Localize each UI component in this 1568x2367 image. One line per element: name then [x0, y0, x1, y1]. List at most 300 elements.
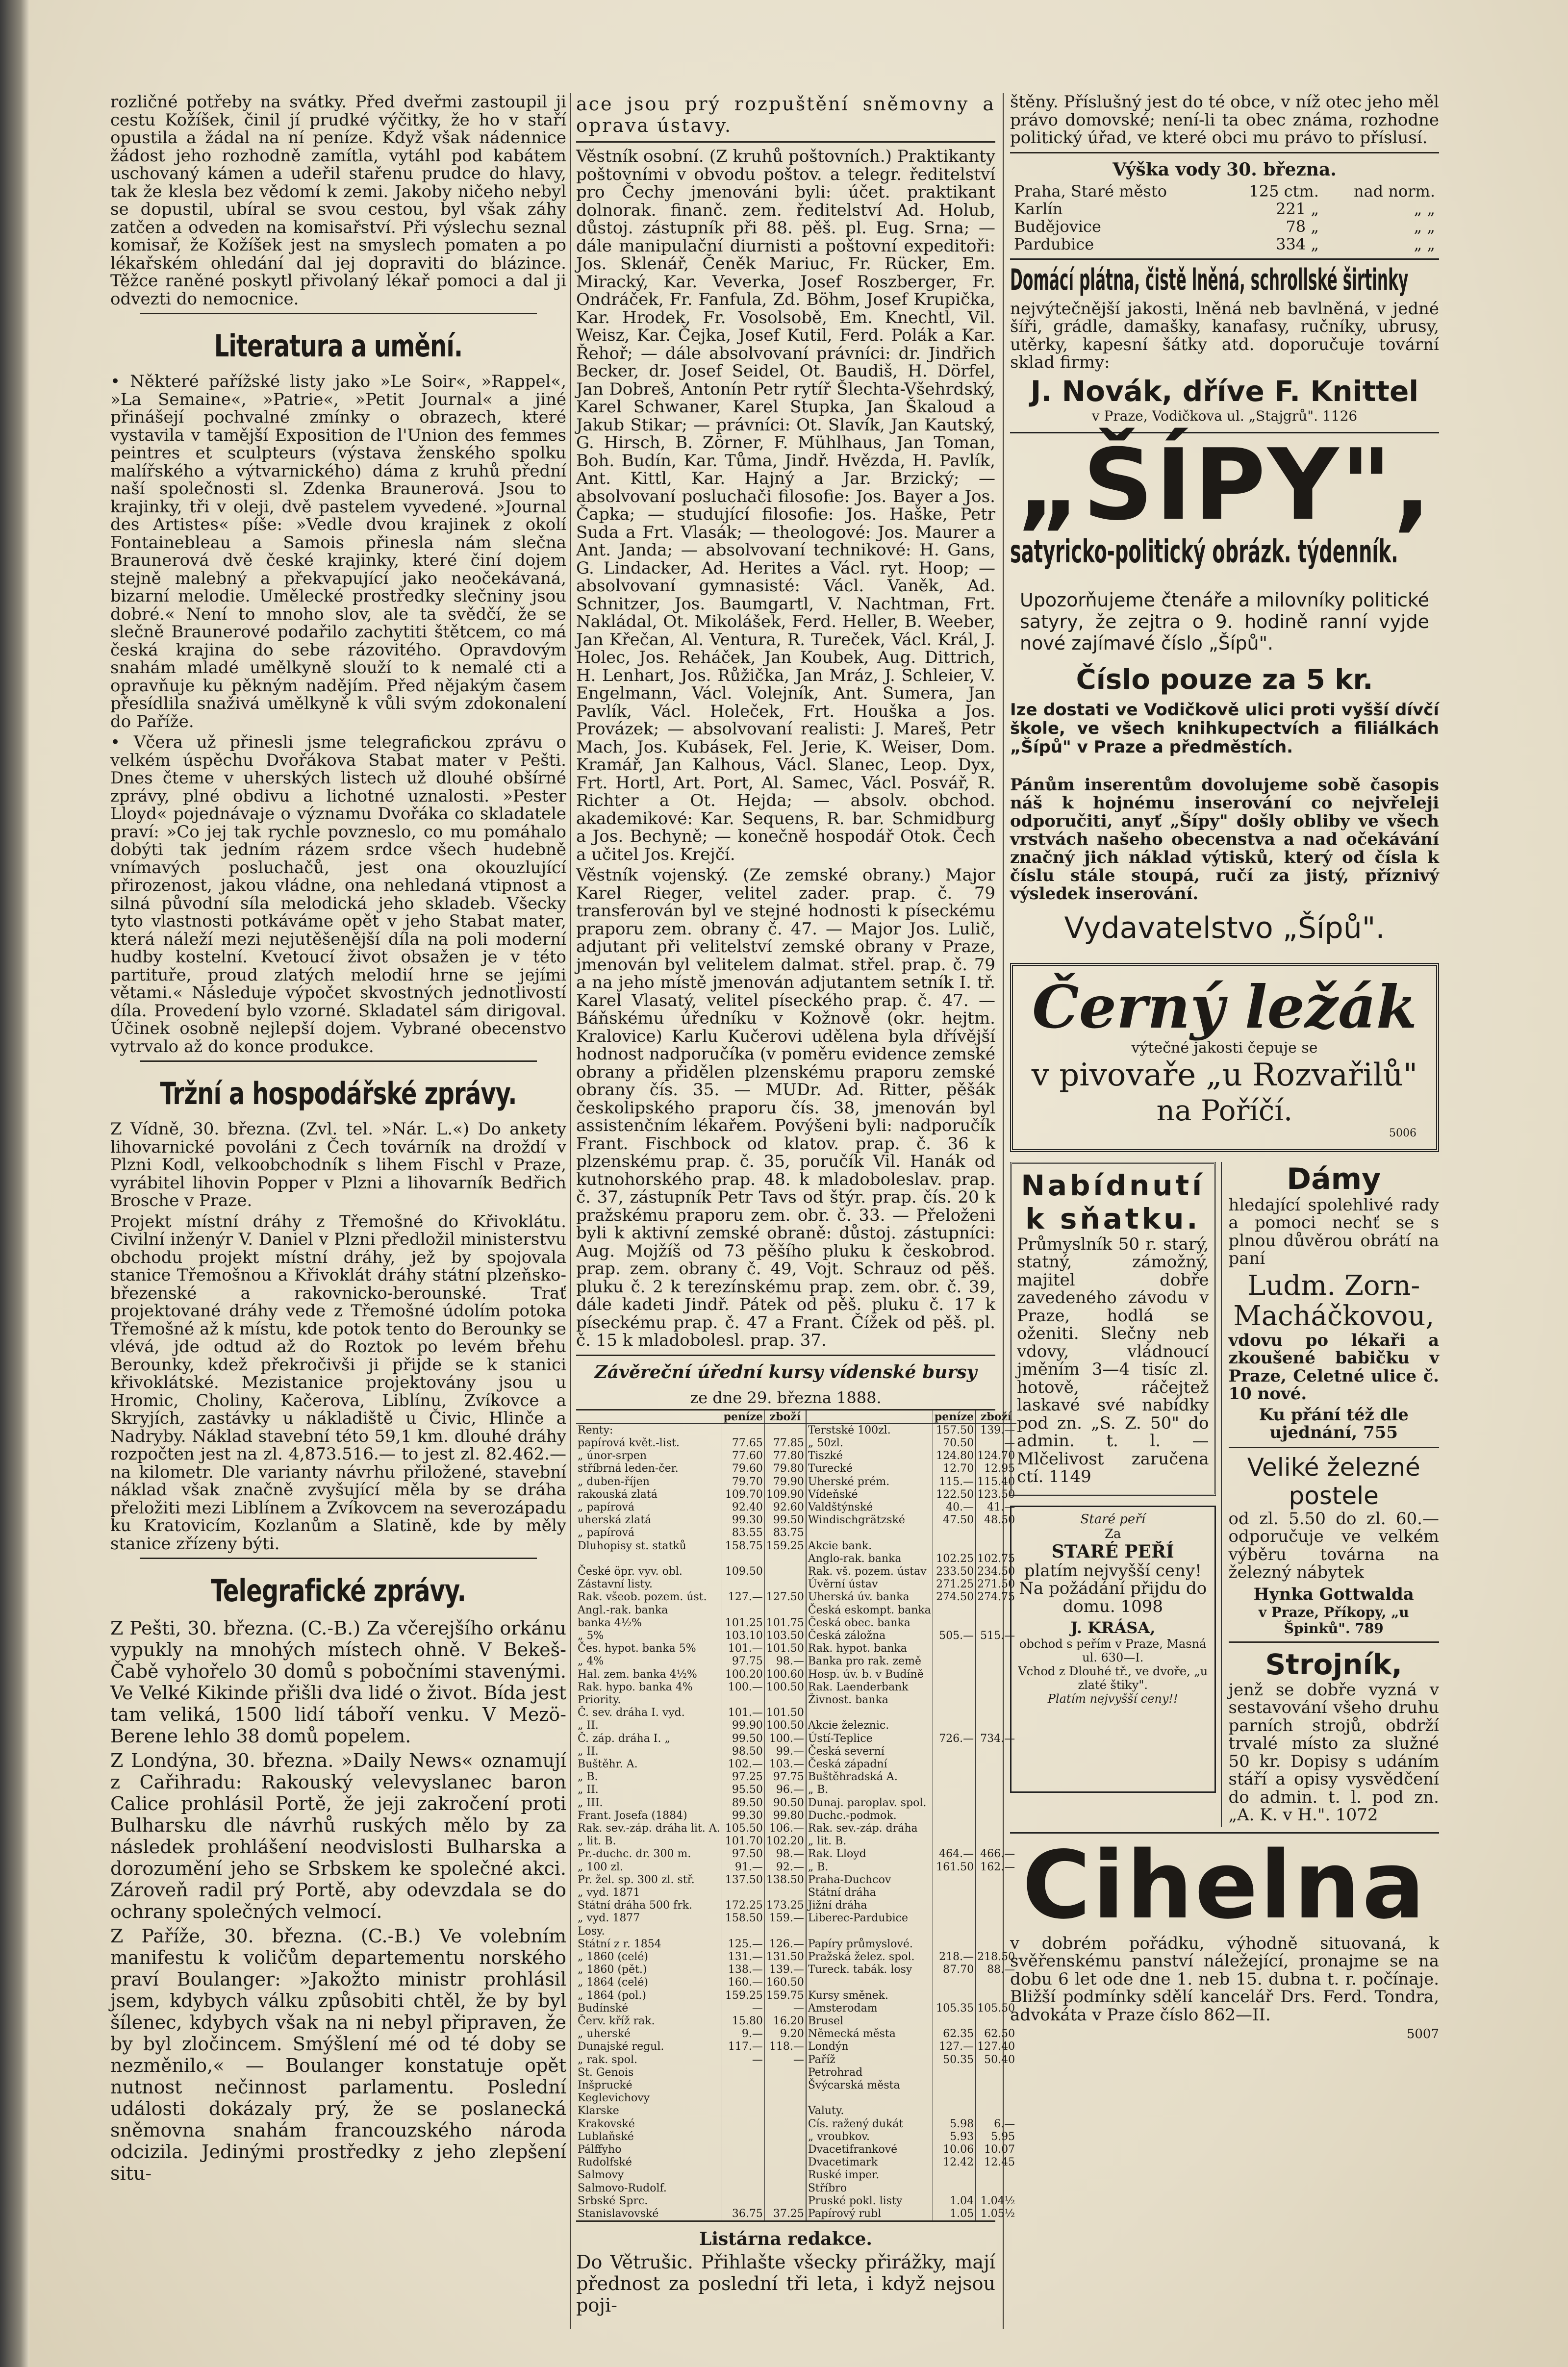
- column-left: [110, 93, 566, 2339]
- table-cell-label: Česká eskompt. banka: [806, 1604, 933, 1617]
- table-cell-value: [933, 1784, 975, 1796]
- water-level-row: [1011, 218, 1438, 235]
- table-row: [576, 1655, 1016, 1668]
- table-row: [576, 1476, 1016, 1488]
- table-cell-value: 127.—: [722, 1591, 764, 1604]
- table-cell-value: [933, 1899, 975, 1912]
- table-cell-value: [933, 1938, 975, 1951]
- table-row: [576, 1784, 1016, 1796]
- table-cell-value: 99.50: [722, 1733, 764, 1745]
- table-cell-label: Liberec-Pardubice: [806, 1912, 933, 1925]
- table-cell-label: „ lit. B.: [806, 1835, 933, 1848]
- table-cell-label: Krakovské: [578, 2117, 635, 2130]
- table-cell-label: „ B.: [806, 1784, 933, 1796]
- table-cell-label: rakouská zlatá: [578, 1488, 658, 1501]
- table-cell-value: [764, 2092, 806, 2105]
- table-cell-label: St. Genois: [578, 2066, 634, 2079]
- table-cell-value: 96.—: [764, 1784, 806, 1796]
- table-cell-value: 464.—: [933, 1848, 975, 1861]
- column-header: peníze: [933, 1410, 975, 1424]
- table-row: [576, 2105, 1016, 2117]
- table-cell-label: Rak. všeob. pozem. úst.: [578, 1591, 707, 1604]
- table-cell-label: Rak. Laenderbank: [806, 1681, 933, 1694]
- ad-sipy-body: Upozorňujeme čtenáře a milovníky politické satyry, že zejtra o 9. hodině ranní vyjde nové zajímavé číslo „Šípů".: [1020, 589, 1429, 654]
- table-cell-value: 117.—: [722, 2040, 764, 2053]
- table-cell-value: 9.20: [764, 2028, 806, 2040]
- table-cell-value: 91.—: [722, 1861, 764, 1874]
- table-cell-label: „ vyd. 1877: [578, 1912, 640, 1925]
- table-cell-value: 98.—: [764, 1848, 806, 1861]
- table-cell-value: 123.50: [976, 1488, 1016, 1501]
- table-cell-value: 103.50: [764, 1630, 806, 1642]
- water-level-row: [1011, 183, 1438, 200]
- table-cell-label: Stříbro: [806, 2182, 933, 2195]
- table-cell-value: 122.50: [933, 1488, 975, 1501]
- table-cell-value: 139.—: [976, 1424, 1016, 1437]
- table-row: [576, 1565, 1016, 1578]
- table-cell-value: [764, 1925, 806, 1938]
- table-cell-value: 99.30: [722, 1810, 764, 1822]
- table-cell-value: [722, 2105, 764, 2117]
- table-cell-label: „ 50zl.: [806, 1437, 933, 1450]
- table-cell-value: 100.20: [722, 1668, 764, 1681]
- ad-linen-body: nejvýtečnější jakosti, lněná neb bavlněná, v jedné šíři, grádle, damašky, kanafasy, ručníky, ubrusy, utěrky, kapesní šátky atd. doporučuje tovární sklad firmy:: [1010, 299, 1439, 372]
- column-middle: [576, 93, 1015, 2339]
- table-cell-value: [933, 1835, 975, 1848]
- table-cell-value: 105.50: [722, 1822, 764, 1835]
- table-cell-value: 274.75: [976, 1591, 1016, 1604]
- article-paragraph: • Některé pařížské listy jako »Le Soir«, »Rappel«, »La Semaine«, »Patrie«, »Petit Journal« a jiné přinášejí pochvalné zmínky o obrazech, které vystavila v tamější Exposition de l'Union des femmes peintres et sculpteurs (výstava ženského spolku malířského a výtvarnického) dáma z kruhů přední naší společnosti sl. Zdenka Braunerová. Jsou to krajinky, tři v oleji, dvě pastelem vyvedené. »Journal des Artistes« píše: »Vedle dvou krajinek z okolí Fontainebleau a Samois přinesla nám slečna Braunerová dvě české krajinky, které činí dojem stejně malebný a překvapující jako neočekávaná, bizarní melodie. Umělecké prostředky slečniny jsou dobré.« Není to mnoho slov, ale ta svědčí, že se slečně Braunerové podařilo zachytiti štětcem, co má česká krajina do sebe rázovitého. Opravdovým snahám mladé umělkyně slouží to k nemalé cti a opravňuje ku pěkným nadějím. Před nějakým časem přesídlila snaživá umělkyně k vůli svým zdokonalení do Paříže.: [110, 372, 566, 731]
- table-cell-value: 6.—: [976, 2118, 1016, 2131]
- table-cell-label: Pr. žel. sp. 300 zl. stř.: [578, 1873, 695, 1886]
- stamp-za: Za: [1104, 1526, 1121, 1541]
- table-cell-label: „ 1864 (celé): [578, 1976, 648, 1989]
- table-cell-value: 79.60: [722, 1462, 764, 1475]
- table-cell-value: 137.50: [722, 1874, 764, 1887]
- ad-row: [1010, 1162, 1439, 1827]
- table-cell-label: Valuty.: [806, 2105, 933, 2117]
- table-cell-value: 79.80: [764, 1462, 806, 1475]
- table-cell-label: „ lit. B.: [578, 1835, 616, 1848]
- table-cell-value: [764, 2169, 806, 2182]
- table-row: [576, 1835, 1016, 1848]
- table-cell-label: Rak. Lloyd: [806, 1848, 933, 1861]
- table-cell-value: 40.—: [933, 1501, 975, 1514]
- table-cell-value: 12.45: [976, 2156, 1016, 2169]
- table-cell-value: [722, 1887, 764, 1899]
- table-cell-value: [764, 2118, 806, 2131]
- table-cell-label: Č. záp. dráha I. „: [578, 1732, 670, 1745]
- table-cell-value: 97.75: [722, 1655, 764, 1668]
- table-cell-value: 158.50: [722, 1912, 764, 1925]
- table-cell-value: 5.95: [976, 2131, 1016, 2143]
- table-row: [576, 1630, 1016, 1642]
- table-cell-value: 234.50: [976, 1565, 1016, 1578]
- table-cell-value: 10.07: [976, 2143, 1016, 2156]
- table-cell-value: 109.90: [764, 1488, 806, 1501]
- table-cell-label: Rak. hypo. banka 4%: [578, 1681, 693, 1693]
- letters-paragraph: Do Větrušic. Přihlašte všecky přirážky, mají přednost za poslední tři leta, i když nejsou poji-: [576, 2251, 995, 2317]
- water-level-cell: „ „: [1414, 199, 1435, 218]
- table-cell-label: Hal. zem. banka 4½%: [578, 1668, 697, 1681]
- table-cell-value: [722, 2092, 764, 2105]
- table-cell-label: „ 100 zl.: [578, 1861, 623, 1873]
- table-cell-value: [933, 1887, 975, 1899]
- table-cell-value: 124.70: [976, 1450, 1016, 1462]
- table-cell-label: Papíry průmyslové.: [806, 1938, 933, 1951]
- table-cell-value: 62.35: [933, 2028, 975, 2040]
- table-cell-value: [933, 1912, 975, 1925]
- table-cell-label: Státní dráha: [806, 1887, 933, 1899]
- table-cell-label: [806, 2092, 933, 2105]
- table-cell-value: 77.65: [722, 1437, 764, 1450]
- table-row: [576, 1822, 1016, 1835]
- table-row: [576, 2182, 1016, 2195]
- table-cell-value: 105.35: [933, 2002, 975, 2015]
- table-cell-value: [722, 2079, 764, 2092]
- table-cell-value: 106.—: [764, 1822, 806, 1835]
- table-cell-value: [933, 1745, 975, 1758]
- table-cell-label: Vídeňské: [806, 1488, 933, 1501]
- table-cell-value: [722, 2169, 764, 2182]
- table-cell-label: Inšprucké: [578, 2079, 632, 2092]
- divider: [140, 1060, 537, 1062]
- table-cell-value: [722, 2066, 764, 2079]
- ad-marriage-body: Průmyslník 50 r. starý, statný, zámožný, majitel dobře zavedeného závodu v Praze, hodlá se oženiti. Slečny neb vdovy, vládnoucí jměním 3—4 tisíc zl. hotově, ráčejtež laskavé své nabídky pod zn. „S. Z. 50" do admin. t. l. — Mlčelivost zaručena ctí. 1149: [1017, 1234, 1209, 1486]
- ad-marriage-heading: Nabídnutí k sňatku.: [1021, 1168, 1205, 1235]
- ad-beds-firm: Hynka Gottwalda: [1253, 1584, 1414, 1604]
- table-cell-value: [764, 2182, 806, 2195]
- table-cell-label: Losy.: [578, 1925, 605, 1938]
- table-cell-value: —: [722, 2054, 764, 2066]
- table-cell-label: České öpr. vyv. obl.: [578, 1565, 683, 1578]
- table-cell-value: 50.40: [976, 2054, 1016, 2066]
- table-cell-value: [933, 2092, 975, 2105]
- table-cell-label: Tureck. tabák. losy: [806, 1964, 933, 1976]
- ad-linen-firm: J. Novák, dříve F. Knittel: [1030, 374, 1419, 408]
- table-cell-label: „ B.: [806, 1861, 933, 1874]
- table-row: [576, 1810, 1016, 1822]
- table-cell-value: —: [764, 2002, 806, 2015]
- table-cell-value: 115.—: [933, 1476, 975, 1488]
- table-row: [576, 1540, 1016, 1553]
- table-cell-label: „ duben-říjen: [578, 1475, 650, 1488]
- ad-beer-title: Černý ležák: [1032, 972, 1417, 1042]
- table-cell-value: [764, 1553, 806, 1565]
- table-cell-value: 159.75: [764, 1989, 806, 2002]
- stamp-price: Platím nejvyšší ceny!!: [1047, 1692, 1178, 1706]
- table-cell-value: [722, 1604, 764, 1617]
- table-cell-value: 102.25: [933, 1553, 975, 1565]
- ad-dames-time: Ku přání též dle ujednání, 755: [1259, 1405, 1409, 1442]
- table-cell-value: 12.95: [976, 1462, 1016, 1475]
- ad-cihelna: [1010, 1832, 1439, 2045]
- table-row: [576, 2054, 1016, 2066]
- table-row: [576, 1964, 1016, 1976]
- table-row: [576, 1874, 1016, 1887]
- table-cell-value: [764, 1694, 806, 1707]
- table-row: [576, 1938, 1016, 1951]
- table-cell-value: 100.—: [764, 1733, 806, 1745]
- table-cell-label: [806, 1976, 933, 1989]
- table-row: [576, 1617, 1016, 1630]
- table-cell-value: 5.93: [933, 2131, 975, 2143]
- table-cell-value: 100.60: [764, 1668, 806, 1681]
- table-cell-value: [933, 2015, 975, 2028]
- table-cell-value: 100.50: [764, 1681, 806, 1694]
- table-cell-value: —: [976, 1437, 1016, 1450]
- table-cell-label: Rudolfské: [578, 2156, 632, 2169]
- ad-strojnik-body: jenž se dobře vyzná v sestavování všeho druhu parních strojů, obdrží trvalé místo za služné 50 kr. Dopisy s udáním stáří a opisy vysvědčení do admin. t. l. pod zn. „A. K. v H.". 1072: [1228, 1680, 1439, 1825]
- table-row: [576, 1501, 1016, 1514]
- table-cell-value: [933, 1527, 975, 1539]
- table-cell-value: 92.—: [764, 1861, 806, 1874]
- table-cell-label: Dunaj. paroplav. spol.: [806, 1797, 933, 1810]
- water-level-cell: nad norm.: [1353, 181, 1435, 201]
- table-cell-label: Úvěrní ústav: [806, 1578, 933, 1591]
- table-row: [576, 2131, 1016, 2143]
- ad-dames-body: hledající spolehlivé rady a pomoci nechť se s plnou důvěrou obrátí na paní: [1228, 1195, 1439, 1268]
- table-cell-value: 83.75: [764, 1527, 806, 1539]
- table-cell-label: [806, 1707, 933, 1719]
- divider: [140, 313, 537, 314]
- table-cell-value: 466.—: [976, 1848, 1016, 1861]
- table-cell-value: [933, 1797, 975, 1810]
- table-row: [576, 1951, 1016, 1964]
- table-cell-value: 99.30: [722, 1514, 764, 1527]
- table-row: [576, 1694, 1016, 1707]
- ad-feathers: [1010, 1506, 1216, 1793]
- table-cell-value: [933, 1617, 975, 1630]
- table-cell-value: 172.25: [722, 1899, 764, 1912]
- binding-edge: [0, 0, 29, 2367]
- table-cell-value: 99.80: [764, 1810, 806, 1822]
- table-cell-label: [576, 1553, 722, 1565]
- table-cell-value: 157.50: [933, 1424, 975, 1437]
- bourse-title: Závěreční úřední kursy vídenské bursy: [594, 1361, 977, 1383]
- water-level-cell: Budějovice: [1014, 217, 1101, 236]
- table-row: [576, 2169, 1016, 2182]
- ad-sipy-subtitle: satyricko-politický obrázk. týdenník.: [1010, 533, 1398, 570]
- table-row: [576, 2156, 1016, 2169]
- ad-left-column: [1010, 1162, 1222, 1827]
- table-cell-label: Dvacetimark: [806, 2156, 933, 2169]
- table-cell-label: Česká severní: [806, 1745, 933, 1758]
- table-cell-value: 99.—: [764, 1745, 806, 1758]
- personal-news: Věstník osobní. (Z kruhů poštovních.) Praktikanty poštovními v obvodu poštov. a telegr. ředitelství pro Čechy jmenováni byli: účet. praktikant dolnorak. finanč. zem. ředitelství Ad. Holub, důstoj. zástupník při 88. pěš. pl. Eug. Srna; — dále manipulační diurnisti a poštovní expeditoři: Jos. Sklenář, Čeněk Mariuc, Fr. Rücker, Em. Miracký, Kar. Veverka, Josef Roszberger, Fr. Ondráček, Fr. Fanfula, Zd. Böhm, Josef Krupička, Kar. Hrodek, Fr. Vosolsobě, Em. Knechtl, Vil. Weisz, Kar. Čejka, Josef Kutil, Ferd. Polák a Kar. Řehoř; — dále absolvovaní právníci: dr. Jindřich Becker, dr. Josef Seidel, Ot. Baudiš, H. Dörfel, Jan Dobreš, Antonín Petr rytíř Šlechta-Všehrdský, Karel Schwaner, Karel Stupka, Jan Škaloud a Jakub Stikar; — právníci: Ot. Slavík, Jan Kautský, G. Hirsch, B. Zörner, F. Mühlhaus, Jan Toman, Boh. Budín, Kar. Tůma, Jindř. Hvězda, H. Pavlík, Ant. Kittl, Kar. Hajný a Jar. Brzický; — absolvovaní posluchači filosofie: Jos. Bayer a Jos. Čapka; — studující filosofie: Jos. Haške, Petr Suda a Frt. Vlasák; — theologové: Jos. Maurer a Ant. Janda; — absolvovaní technikové: H. Gans, G. Lindacker, Ad. Herites a Václ. ryt. Hoop; — absolvovaní gymnasisté: Václ. Vaněk, Ad. Schnitzer, Jos. Baumgartl, V. Nachtman, Frt. Nakládal, Ot. Mikolášek, Ferd. Heller, B. Weeber, Jan Křečan, Al. Ventura, R. Tureček, Václ. Král, J. Holec, Jos. Reháček, Jan Koubek, Aug. Dittrich, H. Lenhart, Jos. Růžička, Jan Mráz, J. Schleier, V. Engelmann, Václ. Volejník, Ant. Sumera, Jan Pavlík, Václ. Holeček, Frt. Houška a Jos. Provázek; — absolvovaní realisti: J. Mareš, Petr Mach, Jos. Kubásek, Fel. Jerie, K. Weiser, Dom. Kramář, Jan Kalhous, Václ. Slanec, Leop. Dyx, Frt. Hortl, Art. Port, Al. Samec, Václ. Posvář, R. Richter a Ot. Hejda; — absolv. obchod. akademikové: Kar. Sequens, R. bar. Schmidburg a Jos. Bechyně; — konečně hospodář Otok. Čech a učitel Jos. Krejčí.: [576, 147, 995, 864]
- table-cell-label: „ papírová: [578, 1501, 635, 1513]
- table-cell-value: 41.—: [976, 1501, 1016, 1514]
- table-row: [576, 1976, 1016, 1989]
- table-row: [576, 1578, 1016, 1591]
- table-row: [576, 1527, 1016, 1539]
- article-paragraph: Projekt místní dráhy z Třemošné do Křivoklátu. Civilní inženýr V. Daniel v Plzni předložil ministerstvu obchodu projekt místní dráhy, jež by spojovala stanice Třemošnou a Křivoklát dráhy státní plzeňsko-březenské a rakovnicko-berounské. Trať projektované dráhy vede z Třemošné údolím potoka Třemošné až k místu, kde potok tento do Berounky se vlévá, jde odtud až do Roztok po levém břehu Berounky, kdež překročivši ji přijde se k stanici křivoklátské. Mezistanice projektovány jsou u Hromic, Choliny, Kačerova, Liblínu, Zvíkovce a Skryjích, zastávky u nákladiště u Čivic, Hlinče a Nadryby. Náklad stavební této 59,1 km. dlouhé dráhy rozpočten jest na zl. 4,873.516.— to jest zl. 82.462.— na kilometr. Dle varianty návrhu přiložené, stavební náklad však značně zvyšující měla by se dráha přeložiti mezi Liblínem a Zvíkovcem na severozápadu ku Kratovicím, Kozlanům a Slatině, kde by měly stanice zřízeny býti.: [110, 1211, 566, 1554]
- table-cell-value: 5.98: [933, 2118, 975, 2131]
- table-cell-value: 79.70: [722, 1476, 764, 1488]
- table-row: [576, 1514, 1016, 1527]
- table-cell-value: [722, 2156, 764, 2169]
- table-cell-value: 233.50: [933, 1565, 975, 1578]
- table-cell-value: [722, 2182, 764, 2195]
- ad-linen: [1010, 258, 1439, 427]
- section-heading-trade: Tržní a hospodářské zprávy.: [160, 1076, 517, 1111]
- ad-beds-heading: Veliké železné postele: [1247, 1453, 1420, 1510]
- water-level-cell: 221 „: [1276, 199, 1319, 218]
- table-cell-label: „ 1864 (pol.): [578, 1989, 646, 2002]
- table-cell-label: Paříž: [806, 2054, 933, 2066]
- table-cell-label: „ rak. spol.: [578, 2053, 637, 2066]
- ad-beds-address: v Praze, Příkopy, „u Špinků". 789: [1258, 1604, 1409, 1637]
- table-cell-value: 77.60: [722, 1450, 764, 1462]
- table-cell-value: [722, 2195, 764, 2208]
- table-cell-label: Rak. hypot. banka: [806, 1642, 933, 1655]
- table-row: [576, 1719, 1016, 1732]
- table-cell-value: 173.25: [764, 1899, 806, 1912]
- table-cell-value: 101.75: [764, 1617, 806, 1630]
- table-cell-value: 95.50: [722, 1784, 764, 1796]
- ad-strojnik-heading: Strojník,: [1265, 1647, 1403, 1681]
- ad-dames-name: Ludm. Zorn-Macháčkovou,: [1233, 1269, 1435, 1332]
- table-cell-label: „ uherské: [578, 2028, 631, 2040]
- table-cell-label: „ 4%: [578, 1655, 604, 1668]
- table-row: [576, 1604, 1016, 1617]
- table-cell-label: Rak. sev.-záp. dráha lit. A.: [578, 1822, 720, 1835]
- table-cell-value: 87.70: [933, 1964, 975, 1976]
- table-cell-value: 77.85: [764, 1437, 806, 1450]
- table-cell-value: 50.35: [933, 2054, 975, 2066]
- divider: [576, 1355, 995, 1356]
- table-cell-value: 271.50: [976, 1578, 1016, 1591]
- water-level-cell: „ „: [1414, 234, 1435, 253]
- table-cell-value: 101.50: [764, 1642, 806, 1655]
- water-level-table: [1010, 182, 1439, 253]
- table-cell-value: [933, 1822, 975, 1835]
- table-cell-label: „ únor-srpen: [578, 1450, 647, 1462]
- table-cell-value: 89.50: [722, 1797, 764, 1810]
- table-cell-value: 505.—: [933, 1630, 975, 1642]
- table-cell-value: [764, 2131, 806, 2143]
- letters-heading: Listárna redakce.: [699, 2229, 872, 2250]
- table-cell-value: 115.40: [976, 1476, 1016, 1488]
- table-row: [576, 1887, 1016, 1899]
- table-cell-value: [933, 2182, 975, 2195]
- table-cell-label: Česká obec. banka: [806, 1617, 933, 1630]
- table-row: [576, 1899, 1016, 1912]
- table-cell-value: 734.—: [976, 1733, 1016, 1745]
- table-cell-label: „ vyd. 1871: [578, 1887, 640, 1899]
- table-cell-label: Akcie železnic.: [806, 1719, 933, 1732]
- table-cell-value: [764, 2079, 806, 2092]
- table-cell-value: 99.90: [722, 1719, 764, 1732]
- table-cell-label: Salmovo-Rudolf.: [578, 2182, 667, 2194]
- table-cell-value: 83.55: [722, 1527, 764, 1539]
- table-cell-label: „ III.: [578, 1796, 603, 1809]
- table-cell-value: 101.—: [722, 1642, 764, 1655]
- table-cell-label: Klarske: [578, 2105, 619, 2117]
- table-cell-label: Uherská úv. banka: [806, 1591, 933, 1604]
- table-cell-label: Budínské: [578, 2002, 629, 2014]
- divider: [1229, 1447, 1440, 1448]
- table-cell-value: 127.50: [764, 1591, 806, 1604]
- table-row: [576, 2208, 1016, 2220]
- table-cell-value: [933, 1874, 975, 1887]
- column-header: peníze: [722, 1410, 764, 1424]
- table-cell-value: [764, 2143, 806, 2156]
- ad-sipy-price: Číslo pouze za 5 kr.: [1076, 663, 1373, 696]
- table-cell-value: 158.75: [722, 1540, 764, 1553]
- table-cell-label: Dvacetifrankové: [806, 2143, 933, 2156]
- section-heading-literature: Literatura a umění.: [214, 328, 463, 364]
- table-cell-value: 218.—: [933, 1951, 975, 1964]
- table-row: [576, 2040, 1016, 2053]
- table-cell-value: [933, 2105, 975, 2117]
- table-cell-value: 218.50: [976, 1951, 1016, 1964]
- water-level-cell: Pardubice: [1014, 234, 1094, 253]
- ad-dames-address: vdovu po lékaři a zkoušené babičku v Praze, Celetné ulice č. 10 nové.: [1228, 1330, 1439, 1404]
- table-cell-label: Anglo-rak. banka: [806, 1553, 933, 1565]
- table-cell-label: „ II.: [578, 1745, 599, 1758]
- column-rule: [570, 93, 571, 2329]
- table-row: [576, 1707, 1016, 1719]
- table-cell-label: Cís. ražený dukát: [806, 2118, 933, 2131]
- table-row: [576, 2079, 1016, 2092]
- table-cell-label: Dluhopisy st. statků: [578, 1539, 686, 1552]
- table-cell-value: [933, 1668, 975, 1681]
- ad-sipy: [1010, 428, 1439, 948]
- table-row: [576, 1733, 1016, 1745]
- water-level-cell: 125 ctm.: [1249, 181, 1319, 201]
- table-row: [576, 2143, 1016, 2156]
- table-cell-label: Státní dráha 500 frk.: [578, 1899, 693, 1912]
- table-cell-value: 101.50: [764, 1707, 806, 1719]
- table-cell-label: Pr.-duchc. dr. 300 m.: [578, 1848, 691, 1861]
- table-cell-value: 15.80: [722, 2015, 764, 2028]
- water-level-row: [1011, 201, 1438, 217]
- table-cell-label: Rak. sev.-záp. dráha: [806, 1822, 933, 1835]
- table-row: [576, 2118, 1016, 2131]
- column-header: zboží: [764, 1410, 806, 1424]
- table-cell-value: 159.—: [764, 1912, 806, 1925]
- table-row: [576, 1925, 1016, 1938]
- table-cell-value: 103.10: [722, 1630, 764, 1642]
- table-cell-label: „ papírová: [578, 1527, 635, 1539]
- water-level-cell: Karlín: [1014, 199, 1063, 218]
- table-cell-value: [764, 1565, 806, 1578]
- ad-right-column: [1229, 1162, 1440, 1827]
- table-cell-label: Č. sev. dráha I. vyd.: [578, 1707, 685, 1719]
- table-cell-label: Praha-Duchcov: [806, 1874, 933, 1887]
- table-cell-label: Petrohrad: [806, 2066, 933, 2079]
- stamp-entry: Vchod z Dlouhé tř., ve dvoře, „u zlaté štiky".: [1018, 1664, 1208, 1692]
- military-news: Věstník vojenský. (Ze zemské obrany.) Major Karel Rieger, velitel zader. prap. č. 79 transferován byl ve stejné hodnosti k píseckému praporu zem. obrany č. 47. — Major Jos. Lulič, adjutant při velitelství zemské obrany v Praze, jmenován byl velitelem dalmat. střel. prap. č. 79 a na jeho místě jmenován adjutantem setník I. tř. Karel Vlasatý, velitel píseckého prap. č. 47. — Báňskému úředníku v Kožnově (okr. hejtm. Kralovice) Karlu Kučerovi udělena byla dřívější hodnost nadporučíka (v poměru evidence zemské obrany a přidělen plzenskému praporu zemské obrany čís. 35. — MUDr. Ad. Ritter, pěšák českolipského praporu čís. 38, jmenován byl assistenčním lékařem. Povýšeni byli: nadporučík Frant. Fischbock od klatov. prap. č. 36 k plzenskému prap. č. 35, poručík Vil. Hanák od kutnohorského prap. 48. k mladoboleslav. prap. č. 37, zástupník Petr Tavs od štýr. prap. čís. 20 k pražskému praporu zem. obr. č. 33. — Přeloženi byli k aktivní zemské obraně: důstoj. zástupníci: Aug. Mojžíš od 73 pěšího pluku k českobrod. prap. zem. obrany č. 49, Vojt. Schrauz od pěš. pluku č. 2 k terezínskému prap. zem. obr. č. 39, dále kadeti Jindř. Pátek od pěš. pluku č. 17 k píseckému prap. č. 47 a Frant. Čížek od pěš. pl. č. 15 k mladobolesl. prap. 37.: [576, 865, 995, 1350]
- table-row: [576, 2092, 1016, 2105]
- table-cell-value: [722, 2118, 764, 2131]
- bourse-date: ze dne 29. března 1888.: [690, 1388, 882, 1407]
- table-cell-value: [933, 1707, 975, 1719]
- table-cell-label: banka 4½%: [578, 1616, 642, 1629]
- water-level-cell: 334 „: [1276, 234, 1319, 253]
- table-cell-value: 88.—: [976, 1964, 1016, 1976]
- table-cell-label: Rak. vš. pozem. ústav: [806, 1565, 933, 1578]
- table-cell-value: 79.90: [764, 1476, 806, 1488]
- table-cell-value: [933, 2169, 975, 2182]
- stamp-firm-addr: obchod s peřím v Praze, Masná ul. 630—I.: [1019, 1637, 1207, 1664]
- divider: [140, 1558, 537, 1559]
- table-cell-value: [722, 2143, 764, 2156]
- table-cell-label: „ B.: [578, 1771, 598, 1784]
- ad-number: 5006: [1389, 1127, 1416, 1139]
- table-cell-label: [806, 1527, 933, 1539]
